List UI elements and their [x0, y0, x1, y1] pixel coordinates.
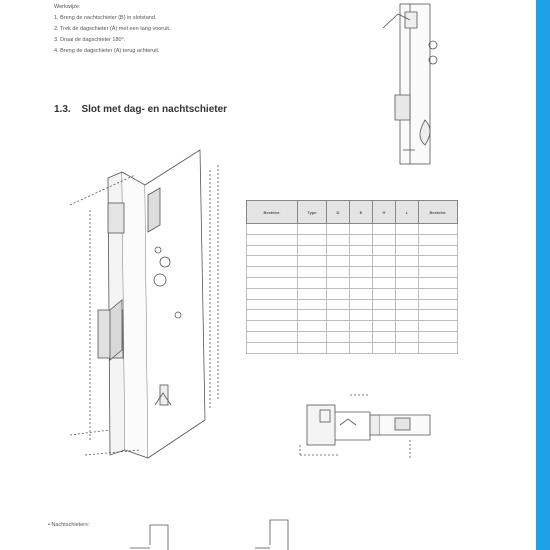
table-cell	[396, 310, 419, 321]
col-header: Type	[298, 201, 327, 224]
table-cell	[396, 267, 419, 278]
table-cell	[247, 342, 298, 353]
table-cell	[373, 256, 396, 267]
lock-side-drawing-small	[383, 4, 437, 164]
lock-body-drawing	[70, 150, 218, 458]
table-cell	[396, 288, 419, 299]
table-cell	[247, 277, 298, 288]
table-cell	[247, 299, 298, 310]
dimensions-table	[246, 200, 458, 354]
table-cell	[247, 234, 298, 245]
table-cell	[327, 288, 350, 299]
table-cell	[298, 299, 327, 310]
table-cell	[419, 321, 458, 332]
table-cell	[350, 321, 373, 332]
table-row	[247, 234, 458, 245]
table-cell	[298, 310, 327, 321]
table-cell	[298, 224, 327, 235]
table-cell	[298, 245, 327, 256]
table-cell	[396, 321, 419, 332]
table-cell	[373, 277, 396, 288]
table-cell	[419, 224, 458, 235]
table-cell	[419, 342, 458, 353]
col-header: E	[350, 201, 373, 224]
table-cell	[247, 288, 298, 299]
table-cell	[350, 256, 373, 267]
step-item: 3. Draai de dagschieter 180°.	[54, 37, 126, 43]
table-cell	[298, 288, 327, 299]
table-row	[247, 288, 458, 299]
table-cell	[247, 224, 298, 235]
table-cell	[350, 331, 373, 342]
table-row	[247, 267, 458, 278]
table-cell	[419, 245, 458, 256]
table-cell	[298, 256, 327, 267]
table-cell	[327, 256, 350, 267]
table-cell	[396, 299, 419, 310]
col-header: Bestelnr.	[247, 201, 298, 224]
table-cell	[396, 224, 419, 235]
table-cell	[298, 321, 327, 332]
table-cell	[350, 245, 373, 256]
table-cell	[247, 245, 298, 256]
table-cell	[396, 234, 419, 245]
table-row	[247, 299, 458, 310]
table-cell	[419, 256, 458, 267]
section-title: Slot met dag- en nachtschieter	[81, 104, 228, 115]
table-cell	[298, 277, 327, 288]
step-item: 4. Breng de dagschieter (A) terug achteruit.	[54, 48, 160, 54]
table-cell	[350, 234, 373, 245]
table-cell	[327, 234, 350, 245]
table-cell	[327, 331, 350, 342]
table-cell	[419, 331, 458, 342]
col-header: L	[396, 201, 419, 224]
section-number: 1.3.	[54, 104, 71, 115]
table-cell	[396, 277, 419, 288]
table-cell	[419, 267, 458, 278]
table-cell	[298, 234, 327, 245]
table-cell	[373, 234, 396, 245]
lock-cross-section-drawing	[300, 395, 430, 458]
table-cell	[247, 331, 298, 342]
table-cell	[298, 331, 327, 342]
table-cell	[327, 310, 350, 321]
night-bolts-bullet: • Nachtschieters:	[48, 522, 90, 528]
table-cell	[247, 267, 298, 278]
table-cell	[396, 342, 419, 353]
table-body	[247, 224, 458, 354]
table-cell	[419, 277, 458, 288]
table-cell	[373, 310, 396, 321]
table-cell	[373, 224, 396, 235]
step-item: 2. Trek de dagschieter (A) met een tang vooruit.	[54, 26, 171, 32]
table-cell	[373, 245, 396, 256]
table-cell	[327, 267, 350, 278]
table-cell	[350, 342, 373, 353]
table-row	[247, 310, 458, 321]
table-row	[247, 256, 458, 267]
table-cell	[373, 299, 396, 310]
table-cell	[373, 342, 396, 353]
table-cell	[419, 299, 458, 310]
table-cell	[327, 245, 350, 256]
table-cell	[419, 310, 458, 321]
table-header-row	[247, 201, 458, 224]
table-cell	[419, 288, 458, 299]
night-bolt-drawings	[130, 520, 288, 550]
table-cell	[247, 310, 298, 321]
table-cell	[327, 277, 350, 288]
table-cell	[396, 245, 419, 256]
table-cell	[373, 331, 396, 342]
table-cell	[327, 299, 350, 310]
table-cell	[350, 277, 373, 288]
table-cell	[247, 256, 298, 267]
table-row	[247, 277, 458, 288]
table-cell	[298, 342, 327, 353]
table-row	[247, 331, 458, 342]
col-header: H	[373, 201, 396, 224]
steps-heading: Werkwijze:	[54, 4, 81, 10]
table-row	[247, 342, 458, 353]
step-item: 1. Breng de nachtschieter (B) in slotstand.	[54, 15, 157, 21]
table-cell	[373, 288, 396, 299]
table-cell	[373, 267, 396, 278]
table-cell	[350, 267, 373, 278]
table-cell	[247, 321, 298, 332]
table-cell	[350, 310, 373, 321]
table-cell	[327, 342, 350, 353]
table-cell	[373, 321, 396, 332]
table-cell	[327, 224, 350, 235]
table-cell	[350, 299, 373, 310]
table-row	[247, 224, 458, 235]
table-cell	[396, 256, 419, 267]
col-header: Bestelnr.	[419, 201, 458, 224]
table-cell	[350, 288, 373, 299]
table-cell	[298, 267, 327, 278]
col-header: D	[327, 201, 350, 224]
table-row	[247, 245, 458, 256]
table-cell	[419, 234, 458, 245]
table-cell	[327, 321, 350, 332]
table-cell	[350, 224, 373, 235]
table-row	[247, 321, 458, 332]
table-cell	[396, 331, 419, 342]
